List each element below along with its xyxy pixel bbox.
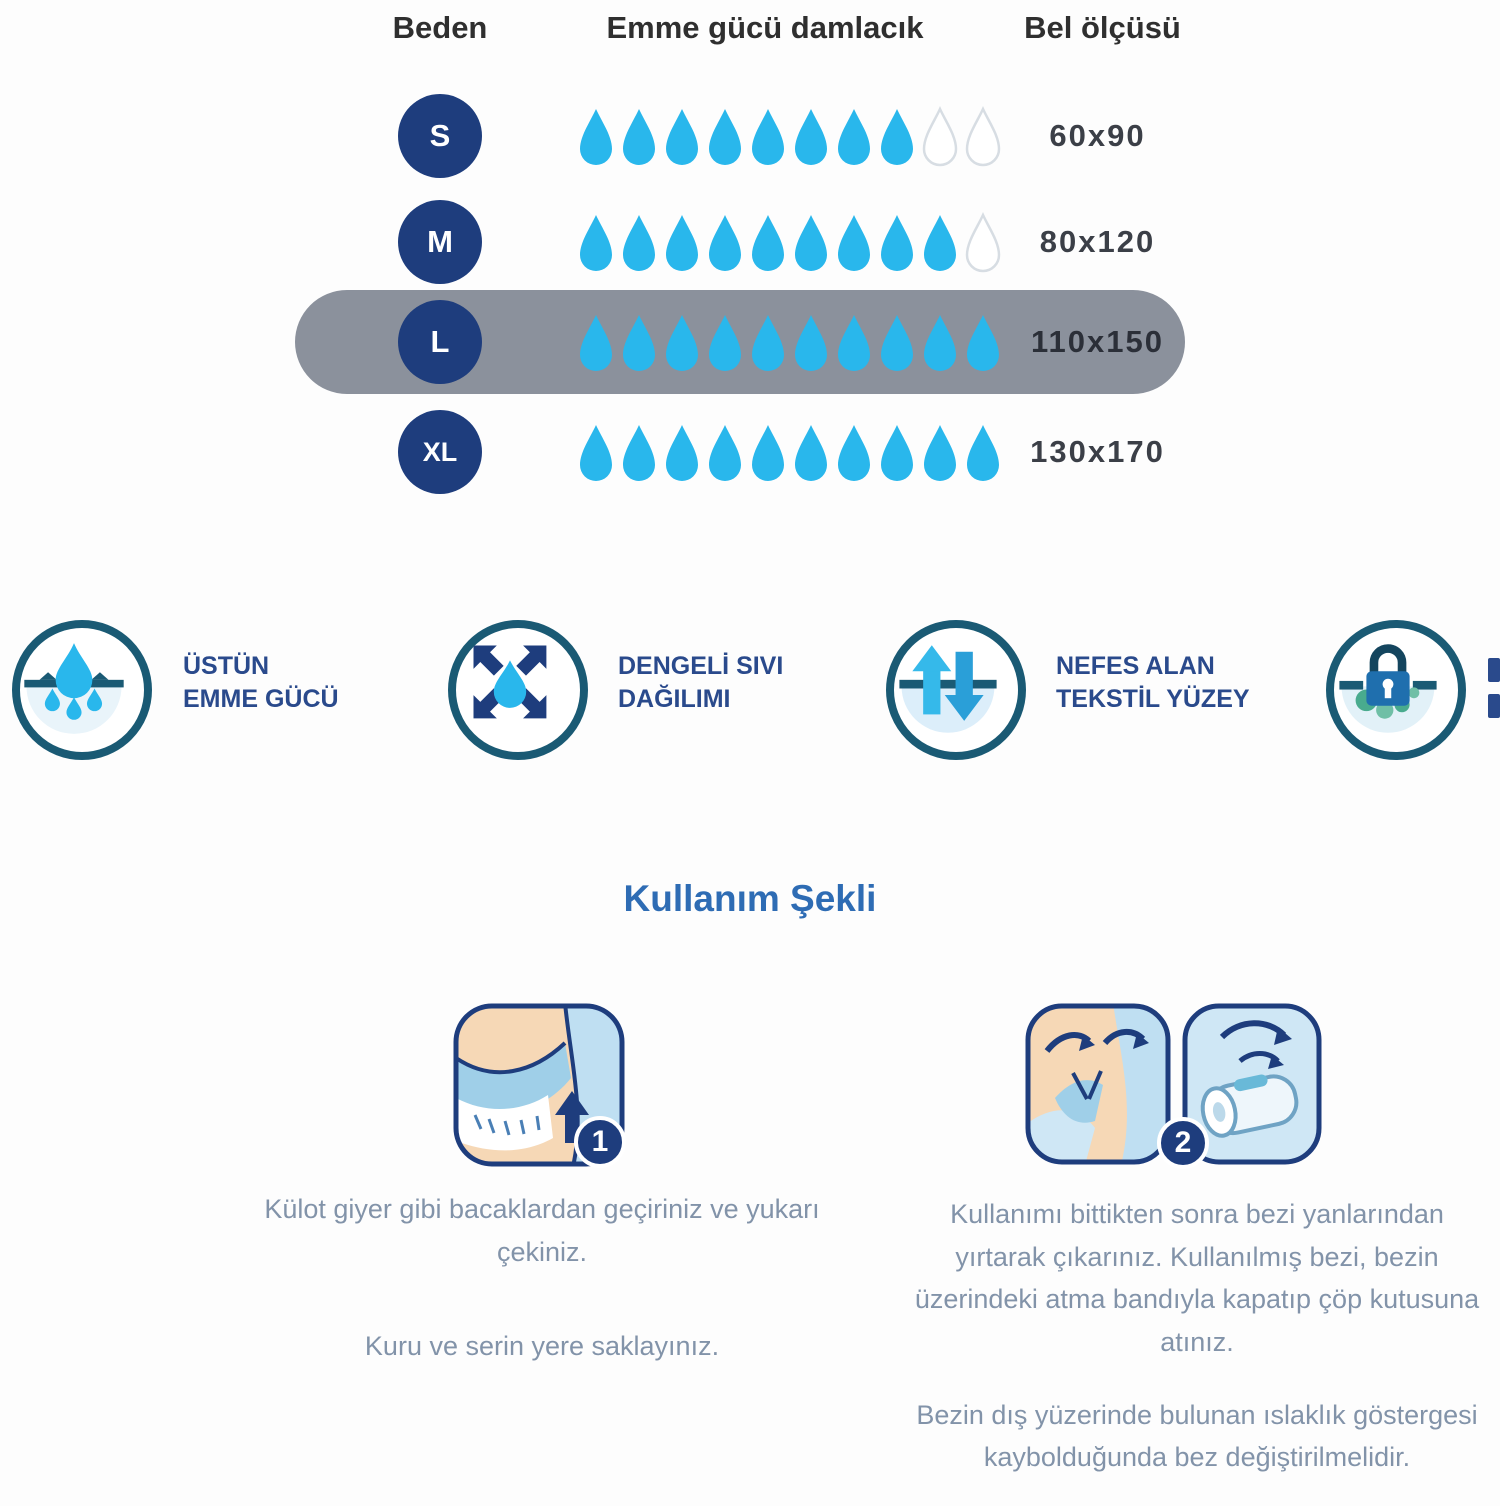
size-row-s [295,84,1185,188]
droplet-filled-icon [705,422,745,484]
droplet-filled-icon [619,312,659,374]
size-badge-s: S [398,94,482,178]
droplet-filled-icon [877,212,917,274]
droplet-filled-icon [619,422,659,484]
waist-size-value: 60x90 [1049,118,1146,153]
usage-step2-text [907,1193,1487,1506]
droplet-filled-icon [834,422,874,484]
usage-section-title: Kullanım Şekli [623,878,877,919]
droplet-filled-icon [705,106,745,168]
feature-label-breathable: NEFES ALAN TEKSTİL YÜZEY [1056,652,1250,713]
waist-size-value: 130x170 [1030,434,1165,469]
droplet-empty-icon [920,106,960,168]
step2-paragraph-2: Bezin dış yüzerinde bulunan ıslaklık göstergesi kaybolduğunda bez değiştirilmelidir. [916,1399,1478,1473]
feature-label-clipped [1488,658,1500,682]
waist-size-value: 80x120 [1039,224,1156,259]
droplet-filled-icon [920,422,960,484]
step2-paragraph-1: Kullanımı bittikten sonra bezi yanlarından yırtarak çıkarınız. Kullanılmış bezi, bezin üzerindeki atma bandıyla kapatıp çöp kutusuna atınız. [914,1199,1480,1357]
droplet-empty-icon [963,212,1003,274]
droplet-filled-icon [748,212,788,274]
usage-step1-text [252,1188,832,1395]
absorption-droplets [576,310,1021,374]
absorption-droplets [576,420,1021,484]
droplet-filled-icon [576,422,616,484]
droplet-filled-icon [662,312,702,374]
column-header-absorption: Emme gücü damlacık [606,10,924,45]
droplet-filled-icon [877,106,917,168]
droplet-filled-icon [619,106,659,168]
waist-size-value: 110x150 [1031,324,1164,359]
droplet-filled-icon [877,422,917,484]
spread-arrows-droplet-icon [448,620,588,760]
droplet-filled-icon [705,312,745,374]
droplet-filled-icon [920,212,960,274]
column-header-size: Beden [392,10,488,45]
droplet-filled-icon [963,422,1003,484]
droplet-filled-icon [619,212,659,274]
droplet-filled-icon [576,212,616,274]
absorption-droplets-icon [12,620,152,760]
breathable-arrows-icon [886,620,1026,760]
feature-label-absorption: ÜSTÜN EMME GÜCÜ [183,652,339,713]
droplet-filled-icon [963,312,1003,374]
droplet-filled-icon [705,212,745,274]
droplet-filled-icon [834,312,874,374]
odor-lock-icon [1326,620,1466,760]
droplet-filled-icon [920,312,960,374]
droplet-filled-icon [576,106,616,168]
size-row-m [295,190,1185,294]
droplet-filled-icon [748,312,788,374]
droplet-filled-icon [834,212,874,274]
droplet-filled-icon [791,212,831,274]
size-badge-m: M [398,200,482,284]
droplet-filled-icon [576,312,616,374]
absorption-droplets [576,210,1021,274]
size-row-xl [295,400,1185,504]
droplet-filled-icon [791,422,831,484]
size-badge-xl: XL [398,410,482,494]
step-number-badge: 2 [1157,1117,1209,1169]
droplet-filled-icon [791,106,831,168]
droplet-filled-icon [662,422,702,484]
droplet-filled-icon [662,106,702,168]
column-header-waist: Bel ölçüsü [1024,10,1181,45]
step1-paragraph-1: Külot giyer gibi bacaklardan geçiriniz ve yukarı çekiniz. [264,1194,820,1267]
size-badge-l: L [398,300,482,384]
step-number-badge: 1 [574,1116,626,1168]
droplet-filled-icon [662,212,702,274]
feature-label-clipped [1488,694,1500,718]
absorption-droplets [576,104,1021,168]
usage-step2-illustration-a [1025,1003,1171,1170]
droplet-filled-icon [791,312,831,374]
droplet-filled-icon [834,106,874,168]
size-row-l-selected [295,290,1185,394]
droplet-empty-icon [963,106,1003,168]
droplet-filled-icon [748,422,788,484]
step1-paragraph-2: Kuru ve serin yere saklayınız. [364,1331,720,1362]
feature-label-distribution: DENGELİ SIVI DAĞILIMI [618,652,784,713]
droplet-filled-icon [877,312,917,374]
droplet-filled-icon [748,106,788,168]
